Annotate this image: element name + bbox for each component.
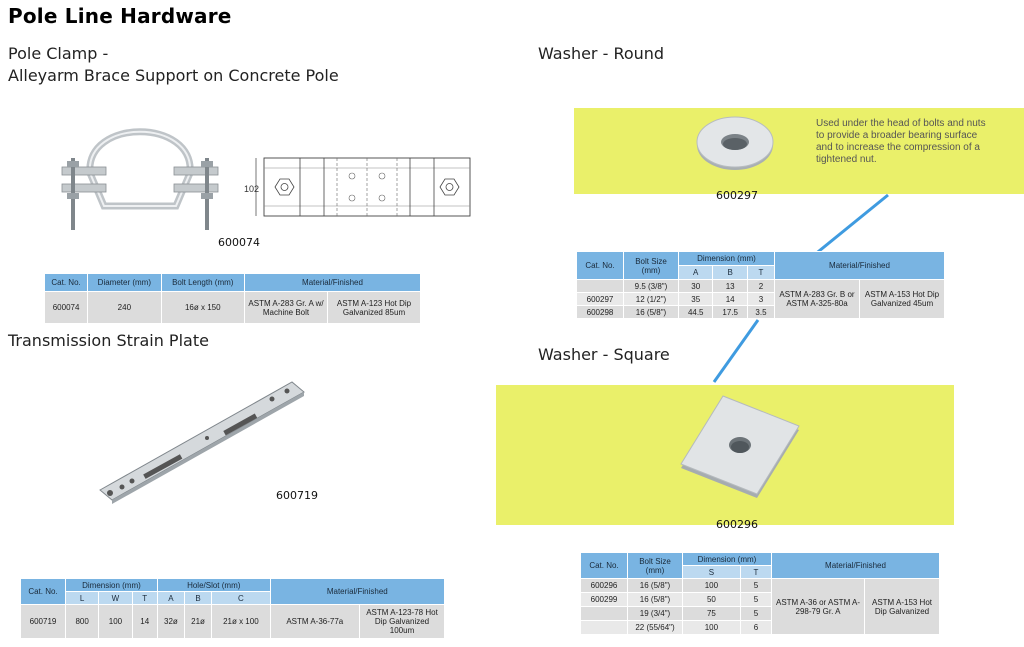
washer-square-table — [580, 552, 940, 635]
header-diameter: Diameter (mm) — [88, 274, 161, 292]
cell: 3 — [747, 293, 774, 306]
cell: 21ø — [184, 605, 211, 639]
strain-plate-table — [20, 578, 445, 639]
cell: 2 — [747, 280, 774, 293]
cell: 600296 — [581, 579, 628, 593]
subheader-b: B — [184, 592, 211, 605]
cell: 600299 — [581, 593, 628, 607]
cell: 16 (5/8") — [628, 593, 683, 607]
cell: 16 (5/8") — [628, 579, 683, 593]
header-material: Material/Finished — [772, 553, 940, 579]
cell: 44.5 — [679, 306, 713, 319]
finish-cell: ASTM A-153 Hot Dip Galvanized — [865, 579, 940, 635]
cell: ASTM A-123-78 Hot Dip Galvanized 100um — [360, 605, 445, 639]
cell: 19 (3/4") — [628, 607, 683, 621]
header-bolt-size: Bolt Size (mm) — [624, 252, 679, 280]
cell: 17.5 — [713, 306, 747, 319]
header-dimension: Dimension (mm) — [66, 579, 158, 592]
subheader-w: W — [99, 592, 132, 605]
subheader-a: A — [157, 592, 184, 605]
pole-clamp-heading-line2: Alleyarm Brace Support on Concrete Pole — [8, 66, 339, 85]
subheader-s: S — [683, 566, 741, 579]
cell: 800 — [66, 605, 99, 639]
finish-cell: ASTM A-153 Hot Dip Galvanized 45um — [860, 280, 945, 319]
cell: 5 — [740, 579, 771, 593]
cell: 240 — [88, 292, 161, 324]
header-bolt-length: Bolt Length (mm) — [161, 274, 244, 292]
table-row — [21, 605, 445, 639]
cell: 100 — [683, 621, 741, 635]
header-cat-no: Cat. No. — [577, 252, 624, 280]
header-material: Material/Finished — [775, 252, 945, 280]
washer-round-description: Used under the head of bolts and nuts to provide a broader bearing surface and to increase the compression of a tightened nut. — [816, 118, 986, 165]
cell: 22 (55/64") — [628, 621, 683, 635]
subheader-t: T — [747, 266, 774, 280]
cell: 600074 — [45, 292, 88, 324]
washer-square-catalog-number: 600296 — [716, 518, 758, 531]
washer-square-heading: Washer - Square — [538, 345, 670, 364]
cell: 32ø — [157, 605, 184, 639]
cell: ASTM A-36-77a — [270, 605, 359, 639]
strain-plate-catalog-number: 600719 — [276, 489, 318, 502]
subheader-c: C — [212, 592, 271, 605]
subheader-a: A — [679, 266, 713, 280]
header-material: Material/Finished — [270, 579, 444, 605]
cell: 21ø x 100 — [212, 605, 271, 639]
washer-square-image — [675, 394, 805, 504]
header-cat-no: Cat. No. — [581, 553, 628, 579]
cell: ASTM A-283 Gr. A w/ Machine Bolt — [245, 292, 328, 324]
cell: 3.5 — [747, 306, 774, 319]
cell: 5 — [740, 593, 771, 607]
cell: 600298 — [577, 306, 624, 319]
cell: 13 — [713, 280, 747, 293]
subheader-b: B — [713, 266, 747, 280]
pole-clamp-drawing — [242, 150, 474, 222]
connector-line-lower — [714, 320, 758, 382]
cell: 100 — [99, 605, 132, 639]
pole-clamp-image — [60, 118, 230, 238]
material-cell: ASTM A-283 Gr. B or ASTM A-325-80a — [775, 280, 860, 319]
header-dimension: Dimension (mm) — [679, 252, 775, 266]
cell: 100 — [683, 579, 741, 593]
header-bolt-size: Bolt Size (mm) — [628, 553, 683, 579]
pole-clamp-catalog-number: 600074 — [218, 236, 260, 249]
cell: 600297 — [577, 293, 624, 306]
cell: 30 — [679, 280, 713, 293]
header-material: Material/Finished — [245, 274, 421, 292]
cell — [577, 280, 624, 293]
cell: 600719 — [21, 605, 66, 639]
cell: 5 — [740, 607, 771, 621]
cell: 12 (1/2") — [624, 293, 679, 306]
subheader-t: T — [132, 592, 157, 605]
subheader-t: T — [740, 566, 771, 579]
cell: 9.5 (3/8") — [624, 280, 679, 293]
dimension-label: 102 — [244, 184, 260, 194]
page-title: Pole Line Hardware — [8, 4, 232, 28]
cell: 75 — [683, 607, 741, 621]
washer-round-image — [692, 110, 778, 176]
cell: 16 (5/8") — [624, 306, 679, 319]
cell — [581, 621, 628, 635]
table-row — [581, 579, 940, 593]
strain-plate-heading: Transmission Strain Plate — [8, 331, 209, 350]
table-row — [45, 292, 421, 324]
cell — [581, 607, 628, 621]
pole-clamp-heading-line1: Pole Clamp - — [8, 44, 109, 63]
cell: 6 — [740, 621, 771, 635]
washer-round-catalog-number: 600297 — [716, 189, 758, 202]
cell: 14 — [132, 605, 157, 639]
washer-round-heading: Washer - Round — [538, 44, 665, 63]
header-cat-no: Cat. No. — [21, 579, 66, 605]
cell: 35 — [679, 293, 713, 306]
cell: 16ø x 150 — [161, 292, 244, 324]
cell: 50 — [683, 593, 741, 607]
table-row — [577, 280, 945, 293]
subheader-l: L — [66, 592, 99, 605]
cell: ASTM A-123 Hot Dip Galvanized 85um — [328, 292, 421, 324]
pole-clamp-table — [44, 273, 421, 324]
header-dimension: Dimension (mm) — [683, 553, 772, 566]
material-cell: ASTM A-36 or ASTM A-298-79 Gr. A — [772, 579, 865, 635]
cell: 14 — [713, 293, 747, 306]
header-cat-no: Cat. No. — [45, 274, 88, 292]
washer-round-table — [576, 251, 945, 319]
header-hole-slot: Hole/Slot (mm) — [157, 579, 270, 592]
